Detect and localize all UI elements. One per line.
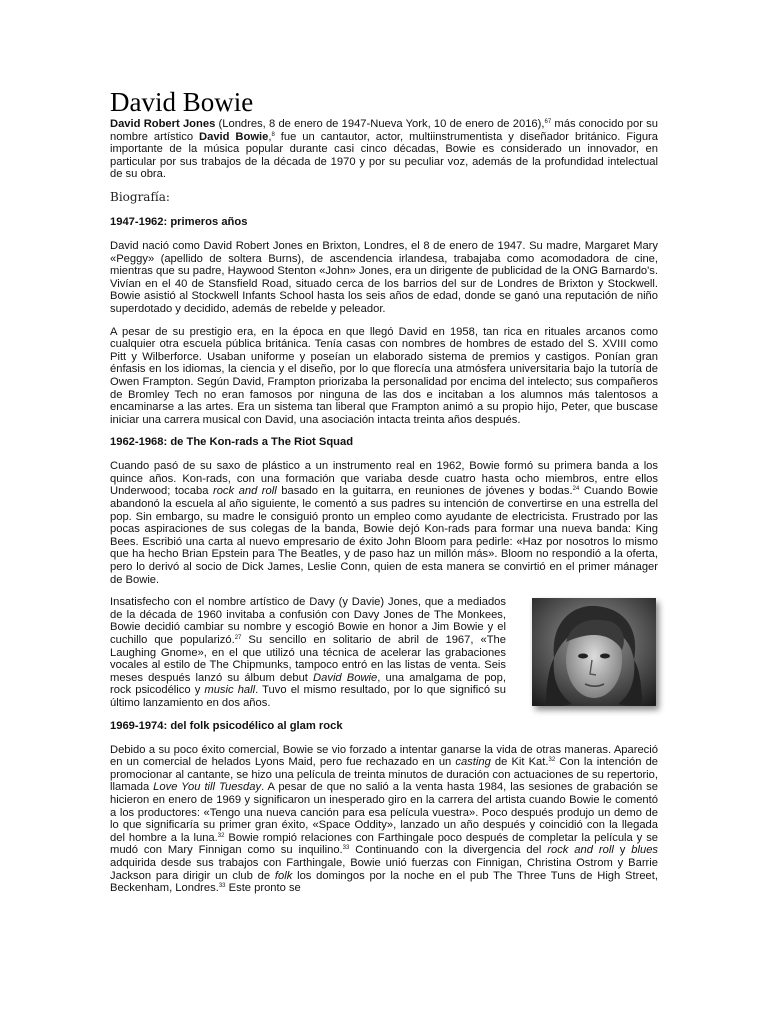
document-page [110, 86, 658, 895]
reference-link[interactable]: 7 [547, 119, 552, 125]
birth-name: David Robert Jones [110, 118, 216, 130]
section-heading: 1962-1968: de The Kon-rads a The Riot Squad [110, 436, 354, 449]
paragraph: A pesar de su prestigio era, en la época en que llegó David en 1958, tan rica en rituales arcanos como cualquier otra escuela pública británica. Tenía casas con nombres de hombres de estado del S. XVIII como Pitt y Wilberforce. Usaban uniforme y poseían un elaborado sistema de premios y castigos. Ponían gran énfasis en los idiomas, la ciencia y el diseño, por lo que florecía una atmósfera universitaria bajo la tutoría de Owen Frampton. Según David, Frampton priorizaba la personalidad por encima del intelecto; sus compañeros de Bromley Tech no eran famosos por ninguna de las dos e incitaban a los alumnos más talentosos a encaminarse a las artes. Era un sistema tan liberal que Frampton animó a su propio hijo, Peter, que buscase iniciar una carrera musical con David, una asociación intacta treinta años después. [110, 325, 658, 426]
paragraph: Insatisfecho con el nombre artístico de Davy (y Davie) Jones, que a mediados de la década de 1960 invitaba a confusión con Davy Jones de The Monkees, Bowie decidió cambiar su nombre y escogió Bowie en honor a Jim Bowie y el cuchillo que popularizó.$^{27}$ Su sencillo en solitario de abril de 1967, «The Laughing Gnome», en el que utilizó una técnica de acelerar las grabaciones vocales al estilo de The Chipmunks, tampoco entró en las listas de venta. Seis meses después lanzó su álbum debut David Bowie, una amalgama de pop, rock psicodélico y music hall. Tuvo el mismo resultado, por lo que significó su último lanzamiento en dos años. [110, 596, 506, 709]
portrait-photo-icon [532, 598, 656, 706]
reference-link[interactable]: 24 [572, 486, 580, 493]
reference-link[interactable]: 6 [544, 119, 548, 125]
paragraph: Debido a su poco éxito comercial, Bowie se vio forzado a intentar ganarse la vida de otras maneras. Apareció en un comercial de helados Lyons Maid, pero fue rechazado en un casting de Kit Kat.$^{32}$ Con la intención de promocionar al cantante, se hizo una película de treinta minutos de duración con actuaciones de su repertorio, llamada Love You till Tuesday. A pesar de que no salió a la venta hasta 1984, las sesiones de grabación se hicieron en enero de 1969 y significaron un inesperado giro en la carrera del artista cuando Bowie le comentó a los productores: «Tengo una nueva canción para esa película vuestra». Poco después produjo un demo de lo que significaría su primer gran éxito, «Space Oddity», lanzado un año después y coincidió con la llegada del hombre a la luna.$^{32}$ Bowie rompió relaciones con Farthingale poco después de completar la película y se mudó con Mary Finnigan como su inquilino.$^{33}$ Continuando con la divergencia del rock and roll y blues adquirida desde sus trabajos con Farthingale, Bowie unió fuerzas con Finnigan, Christina Ostrom y Barrie Jackson para dirigir un club de folk los domingos por la noche en el pub The Three Tuns de High Street, Beckenham, Londres.$^{33}$ Este pronto se [110, 743, 659, 895]
page-title: David Bowie [110, 87, 254, 117]
section-heading: 1969-1974: del folk psicodélico al glam rock [110, 719, 343, 732]
section-heading: 1947-1962: primeros años [110, 215, 248, 228]
stage-name: David Bowie [199, 130, 269, 143]
biography-heading: Biografía: [110, 189, 170, 204]
bowie-portrait-image [532, 598, 656, 706]
paragraph: David nació como David Robert Jones en Brixton, Londres, el 8 de enero de 1947. Su madre, Margaret Mary «Peggy» (apellido de soltera Burns), de ascendencia irlandesa, trabajaba como acomodadora de cine, mientras que su padre, Haywood Stenton «John» Jones, era un dirigente de publicidad de la ONG Barnardo's. Vivían en el 40 de Stansfield Road, situado cerca de los barrios del sur de Londres de Brixton y Stockwell. Bowie asistió al Stockwell Infants School hasta los seis años de edad, donde se ganó una reputación de niño superdotado y decidido, además de rebelde y peleador. [110, 239, 658, 315]
intro-paragraph: David Robert Jones (Londres, 8 de enero de 1947-Nueva York, 10 de enero de 2016),$^{67}$ más conocido por su nombre artístico David Bowie,$^8$ fue un cantautor, actor, multiinstrumentista y diseñador británico. Figura importante de la música popular durante casi cinco décadas, Bowie es considerado un innovador, en particular por sus trabajos de la década de 1970 y por su peculiar voz, además de la profundidad intelectual de su obra. [110, 118, 658, 181]
reference-link[interactable]: 32 [548, 757, 556, 764]
reference-link[interactable]: 32 [217, 832, 225, 839]
paragraph: Cuando pasó de su saxo de plástico a un instrumento real en 1962, Bowie formó su primera banda a los quince años. Kon-rads, con una formación que variaba desde cuatro hasta ocho miembros, entre ellos Underwood; tocaba rock and roll basado en la guitarra, en reuniones de jóvenes y bodas.$^{24}$ Cuando Bowie abandonó la escuela al año siguiente, le comentó a sus padres su intención de convertirse en una estrella del pop. Sin embargo, su madre le consiguió pronto un empleo como ayudante de electricista. Frustrado por las pocas aspiraciones de sus colegas de la banda, Bowie dejó Kon-rads para formar una nueva banda: King Bees. Escribió una carta al nuevo empresario de éxito John Bloom para pedirle: «Haz por nosotros lo mismo que ha hecho Brian Epstein para The Beatles, y de paso haz un millón más». Bloom no respondió a la oferta, pero lo derivó al socio de Dick James, Leslie Conn, quien de esta manera se convirtió en el primer mánager de Bowie. [110, 460, 658, 586]
reference-link[interactable]: 33 [342, 845, 350, 852]
reference-link[interactable]: 8 [271, 131, 275, 138]
reference-link[interactable]: 33 [218, 883, 226, 890]
reference-link[interactable]: 27 [234, 635, 242, 641]
